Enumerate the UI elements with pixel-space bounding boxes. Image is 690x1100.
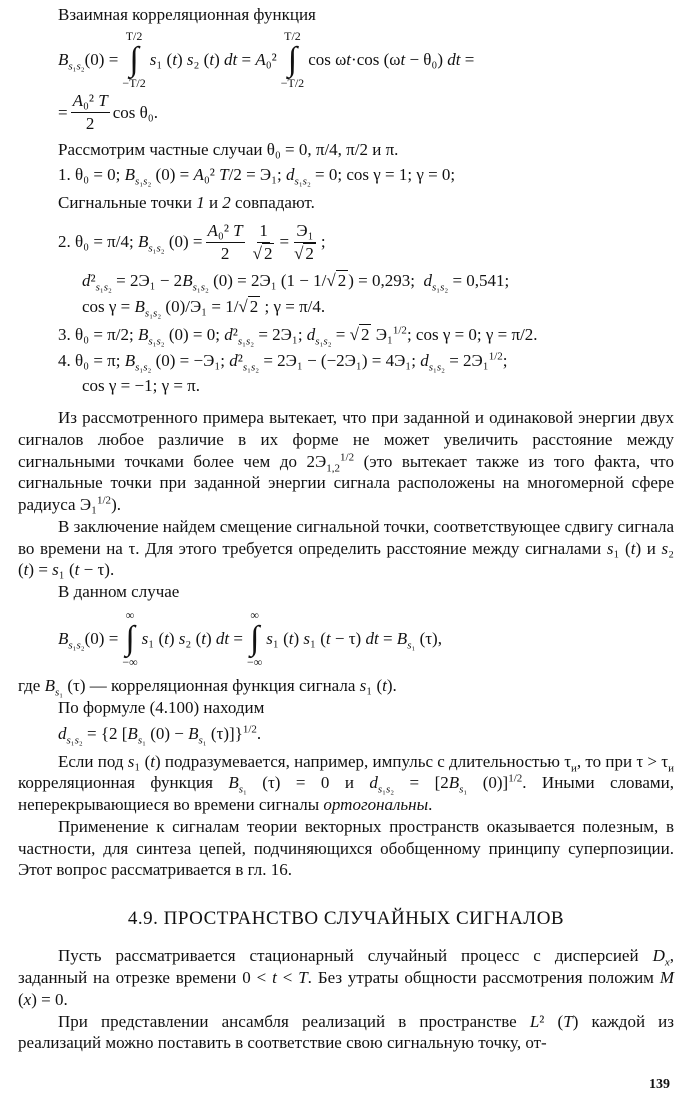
paragraph-pulse: Если под s₁ (t) подразумевается, например, импульс с длительностью $\tau_и$, то при $\tau > \tau_и$ корреляционная функция $B_{s_1}$ (τ) = 0 и $d_{s_1s_2} = [2B_{s_1}$ (0)]$^{1/2}$. Иными словами, неперекрывающиеся во времени сигналы ортогональны. bbox=[18, 751, 675, 814]
case-4-line-b: cos γ = −1; γ = π. bbox=[82, 376, 201, 396]
cases-intro: Рассмотрим частные случаи θ₀ = 0, π/4, π/2 и π. bbox=[58, 139, 399, 159]
case-2-line-c: $\cos \gamma = B_{s_1s_2}$ (0)/Э₁ = 1/√ 2 ; γ = π/4. bbox=[82, 297, 326, 320]
case-1: 1. θ₀ = 0; $B_{s_1s_2}$ (0) = A₀² T/2 = Э₁; $d_{s_1s_2} = 0$; cos γ = 1; γ = 0; bbox=[58, 165, 456, 188]
page-body bbox=[18, 4, 674, 1054]
case-2-line-b: $d^2_{s_1s_2} = 2Э_1 - 2B_{s_1s_2}$ (0) = 2Э₁ (1 − 1/√ 2 ) = 0,293; $d_{s_1s_2} = 0,541$; bbox=[82, 271, 510, 294]
equation-shifted-correlation: $B_{s_1s_2}(0)$ = ∞ ∫ −∞ s₁ (t) s₂ (t) dt = ∞ ∫ −∞ s₁ (t) s₁ (t − τ) dt = $B_{s_1}$ (τ), bbox=[58, 607, 442, 670]
paragraph-formula-ref: По формуле (4.100) находим bbox=[58, 698, 265, 717]
paragraph-vector-spaces: Применение к сигналам теории векторных пространств оказывается полезным, в частности, для синтеза цепей, подчиняющихся обобщенному принципу суперпозиции. Этот вопрос рассматривается в гл. 16. bbox=[18, 816, 674, 880]
paragraph-ensemble: При представлении ансамбля реализаций в пространстве L² (T) каждой из реализаций можно поставить в соответствие свою сигнальную точку, от- bbox=[18, 1011, 675, 1053]
paragraph-case: В данном случае bbox=[58, 582, 180, 602]
case-1-note: Сигнальные точки 1 и 2 совпадают. bbox=[58, 193, 315, 213]
paragraph-shift: В заключение найдем смещение сигнальной точки, соответствующее сдвигу сигнала во времени на τ. Для этого требуется определить расстояние между сигналами s₁ (t) и s₂ (t) = s₁ (t − τ). bbox=[18, 516, 674, 580]
section-heading: 4.9. ПРОСТРАНСТВО СЛУЧАЙНЫХ СИГНАЛОВ bbox=[127, 908, 565, 929]
intro-line: Взаимная корреляционная функция bbox=[58, 5, 316, 24]
paragraph-conclusion: Из рассмотренного примера вытекает, что при заданной и одинаковой энергии двух сигналов любое различие в их форме не может увеличить расстояние между сигнальными точками более чем до $2Э_{1,2}^{1/2}$ (это вытекает также из того факта, что сигнальные точки при заданной энергии сигнала расположены на многомерной сфере радиуса Э₁$^{1/2}$). bbox=[18, 408, 674, 515]
paragraph-where: где $B_{s_1}$ (τ) — корреляционная функция сигнала s₁ (t). bbox=[18, 676, 397, 699]
paragraph-stationary: Пусть рассматривается стационарный случайный процесс с дисперсией $D_x$, заданный на отрезке времени 0 < t < T. Без утраты общности рассмотрения положим M (x) = 0. bbox=[18, 946, 675, 1009]
equation-distance: $d_{s_1s_2} = \{2$ [$B_{s_1}$ $(0) - B_{s_1}$ (τ)]}$^{1/2}$. bbox=[58, 723, 262, 747]
case-3: 3. θ₀ = π/2; $B_{s_1s_2}$ (0) = 0; $d^2_{s_1s_2} = 2Э_1$; $d_{s_1s_2}$ = √ 2 Э₁$^{1/2}$; cos γ = 0; γ = π/2. bbox=[58, 324, 538, 348]
case-4-line-a: 4. θ₀ = π; $B_{s_1s_2}$ (0) = −Э₁; $d^2_{s_1s_2} = 2Э_1 - (-2Э_1) = 4Э_1$; $d_{s_1s_2} = 2Э_1^{1/2}$; bbox=[58, 349, 508, 374]
equation-cross-correlation-result: = $\frac{\text{A₀² T}}{2}$ cos θ₀. bbox=[58, 91, 158, 133]
equation-cross-correlation: $B_{s_1s_2}(0)$ = T/2 ∫ −T/2 s₁ (t) s₂ (t) dt = A₀² T/2 ∫ −T/2 cos ωt·cos (ωt − θ₀) dt = bbox=[58, 28, 475, 90]
page-number: 139 bbox=[649, 1077, 670, 1093]
case-2-line-a: 2. θ₀ = π/4; $B_{s_1s_2}$ (0) = $\frac{\text{A₀² T}}{2}$ $\frac{1}{√ 2}$ = $\frac{\text{Э₁}}{√ 2}$ ; bbox=[58, 220, 326, 263]
